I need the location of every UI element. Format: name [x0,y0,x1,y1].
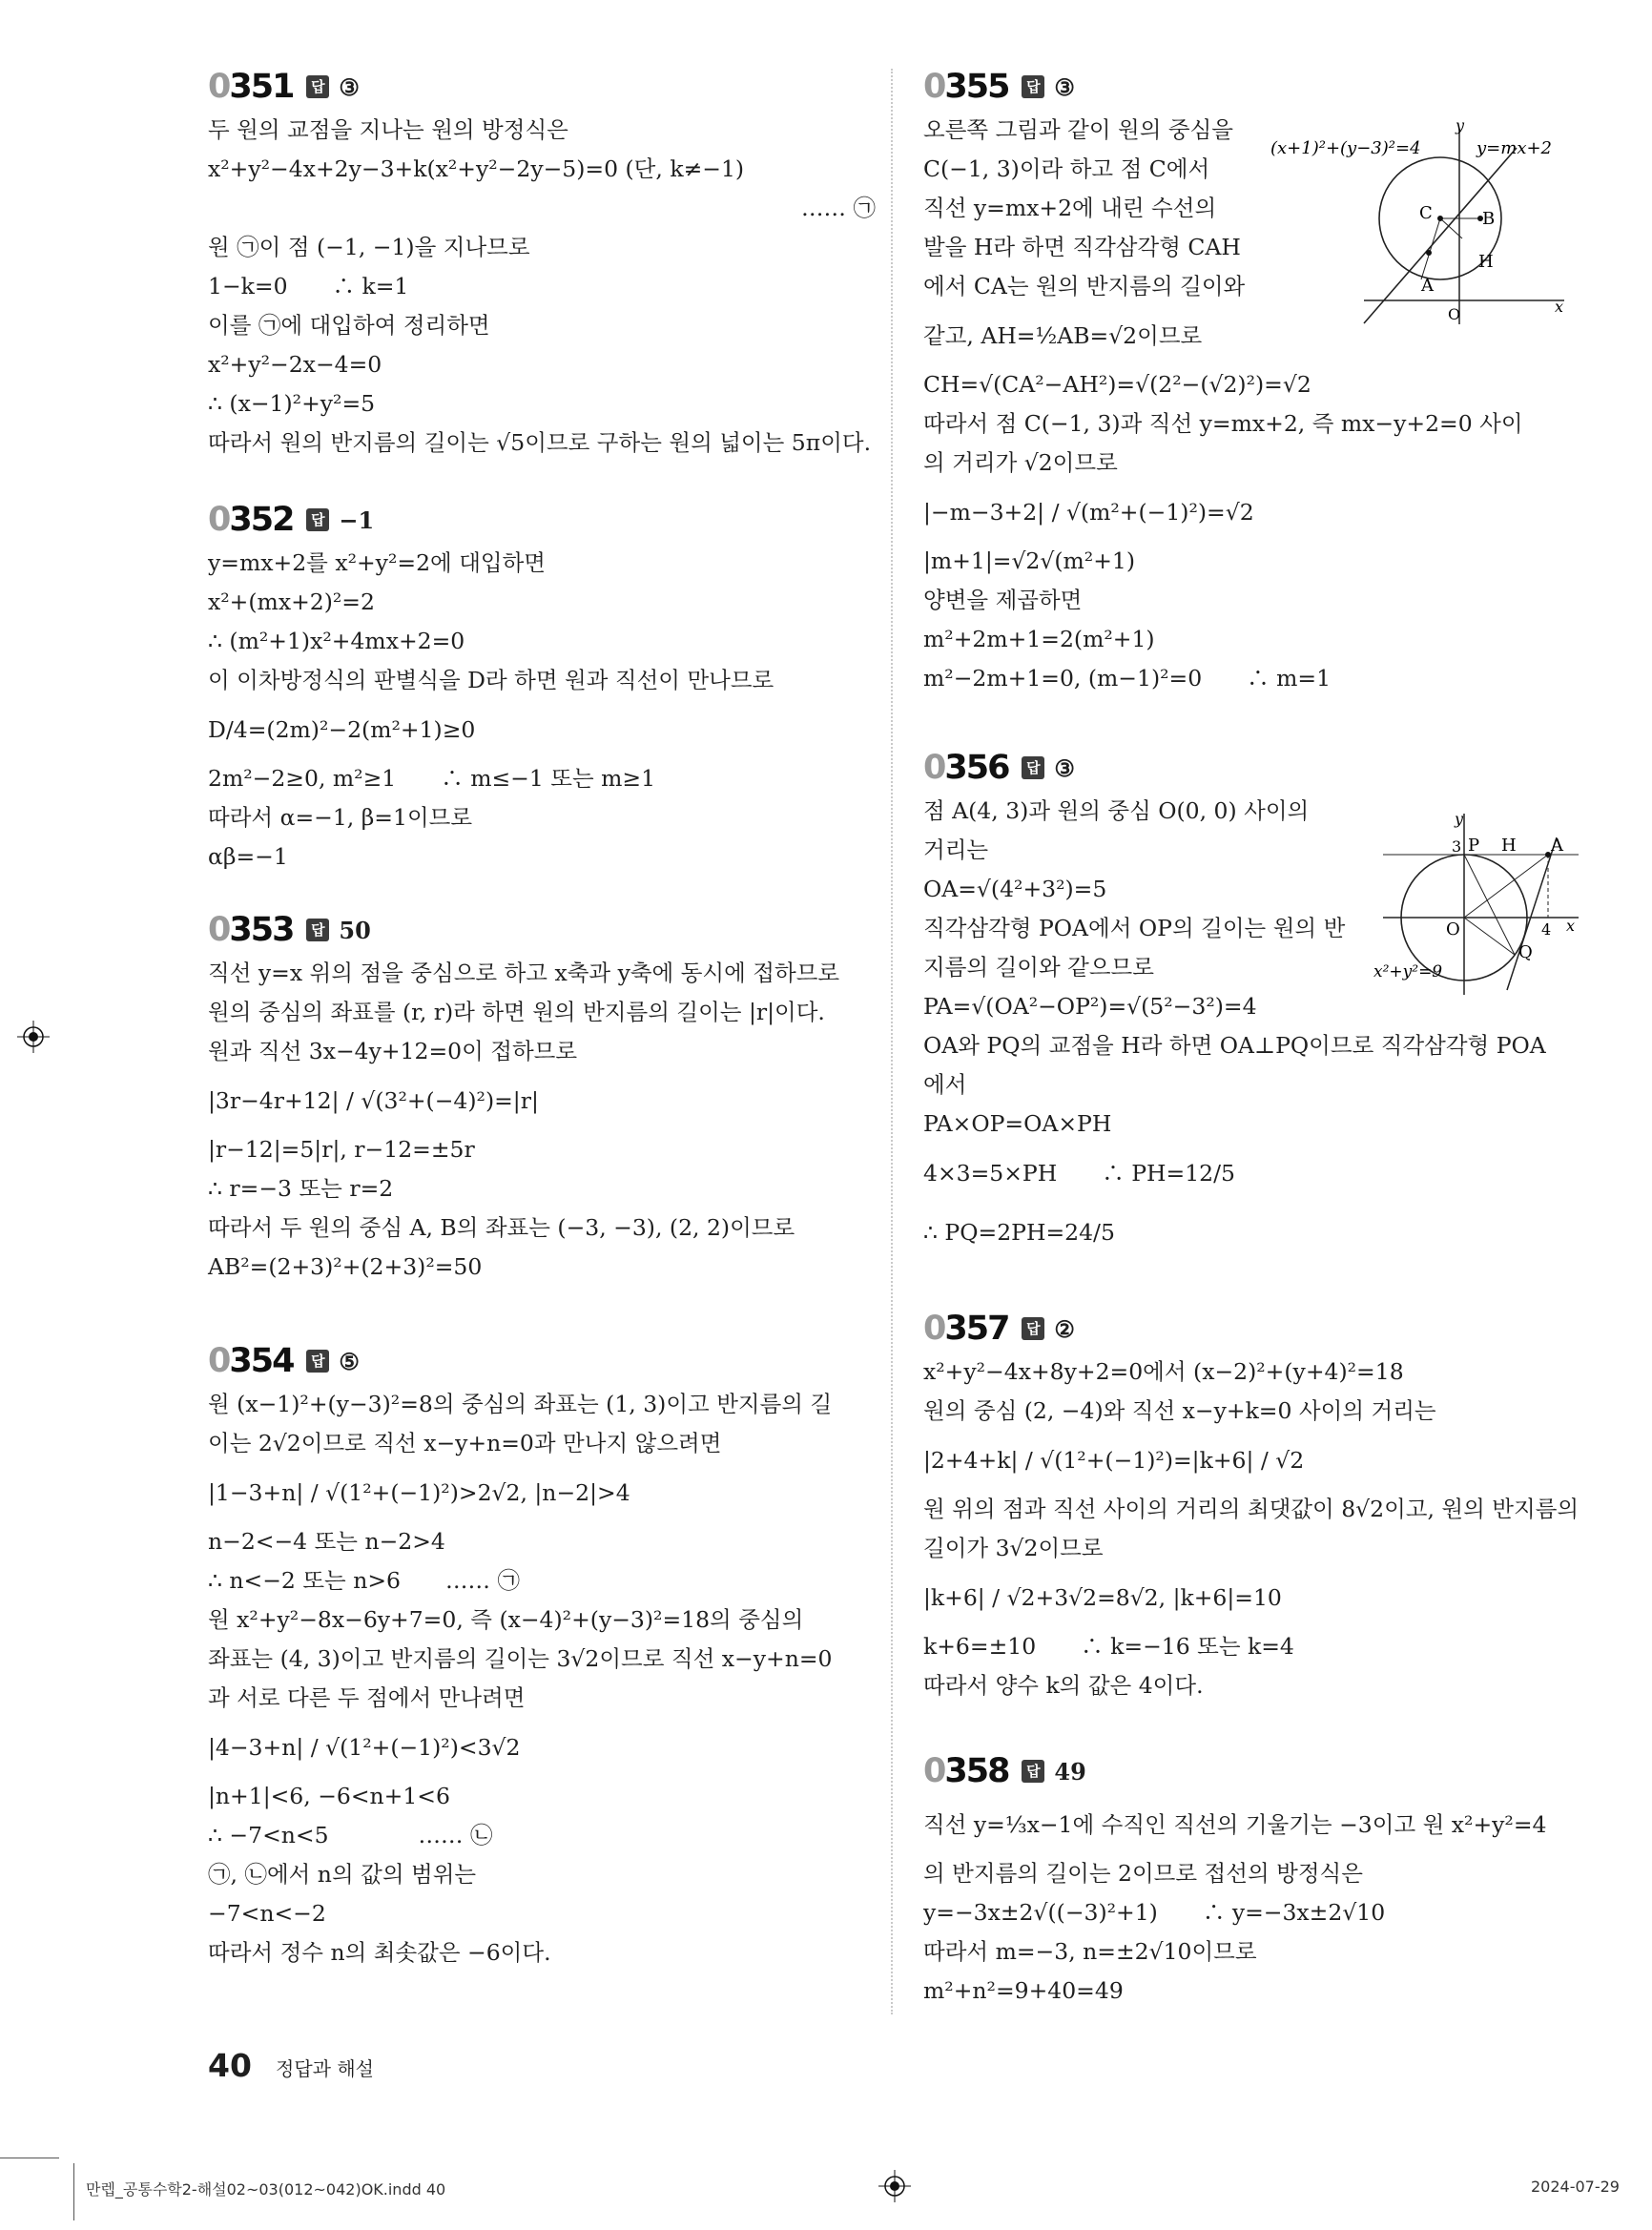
solution-line: 원 x²+y²−8x−6y+7=0, 즉 (x−4)²+(y−3)²=18의 중심의 [208,1606,804,1633]
solution-line: |−m−3+2| / √(m²+(−1)²)=√2 [923,499,1254,526]
solution-line: 원의 중심 (2, −4)와 직선 x−y+k=0 사이의 거리는 [923,1397,1436,1424]
origin-label: O [1448,305,1461,323]
solution-line: m²+n²=9+40=49 [923,1977,1124,2004]
y-axis-label: y [1455,810,1464,828]
crop-mark [73,2163,74,2220]
solution-line: 두 원의 교점을 지나는 원의 방정식은 [208,116,568,143]
label-a: A [1551,836,1563,856]
solution-line: OA와 PQ의 교점을 H라 하면 OA⊥PQ이므로 직각삼각형 POA [923,1032,1546,1059]
segment-ca [1421,218,1440,279]
solution-line: C(−1, 3)이라 하고 점 C에서 [923,155,1210,182]
solution-line: PA×OP=OA×PH [923,1110,1112,1137]
solution-line: 같고, AH=½AB=√2이므로 [923,322,1203,349]
line-equation-label: y=mx+2 [1476,138,1553,158]
y-axis-label: y [1456,119,1465,134]
circle-equation-label: x²+y²=9 [1373,962,1443,981]
solution-line: m²−2m+1=0, (m−1)²=0 ∴ m=1 [923,665,1332,692]
answer-badge: 답 [306,919,329,941]
label-c: C [1419,203,1433,223]
solution-line: |m+1|=√2√(m²+1) [923,547,1136,574]
point-c [1437,216,1443,221]
solution-line: ∴ (m²+1)x²+4mx+2=0 [208,628,465,654]
solution-line: 4×3=5×PH ∴ PH=12/5 [923,1160,1235,1187]
solution-line: |1−3+n| / √(1²+(−1)²)>2√2, |n−2|>4 [208,1479,630,1506]
solution-line: 원 위의 점과 직선 사이의 거리의 최댓값이 8√2이고, 원의 반지름의 [923,1496,1580,1522]
solution-line: AB²=(2+3)²+(2+3)²=50 [208,1253,483,1280]
solution-line: 따라서 점 C(−1, 3)과 직선 y=mx+2, 즉 mx−y+2=0 사이 [923,410,1523,437]
slug-filename: 만렙_공통수학2-해설02~03(012~042)OK.indd 40 [86,2180,446,2199]
solution-line: k+6=±10 ∴ k=−16 또는 k=4 [923,1633,1294,1660]
solution-line: 따라서 양수 k의 값은 4이다. [923,1672,1204,1699]
solution-line: CH=√(CA²−AH²)=√(2²−(√2)²)=√2 [923,371,1311,398]
solution-line: |r−12|=5|r|, r−12=±5r [208,1136,475,1163]
answer-value: ③ [1054,754,1075,782]
solution-line: ∴ n<−2 또는 n>6 …… ㉠ [208,1567,520,1594]
answer-value: −1 [339,506,375,534]
problem-0353 [208,906,876,1287]
answer-badge: 답 [1022,75,1044,98]
solution-line: 발을 H라 하면 직각삼각형 CAH [923,234,1241,260]
solution-line: x²+y²−4x+2y−3+k(x²+y²−2y−5)=0 (단, k≠−1) [208,155,745,182]
segment-oq [1464,918,1515,955]
problem-number: 0352 [208,501,294,539]
problem-header [923,744,1591,792]
answer-value: ③ [339,72,360,101]
solution-line: ∴ r=−3 또는 r=2 [208,1175,394,1202]
solution-line: PA=√(OA²−OP²)=√(5²−3²)=4 [923,993,1257,1020]
solution-line: 거리는 [923,836,989,863]
solution-line: 따라서 두 원의 중심 A, B의 좌표는 (−3, −3), (2, 2)이므로 [208,1214,795,1241]
label-b: B [1482,209,1496,229]
problem-0352 [208,496,876,877]
solution-line: 에서 [923,1071,967,1098]
solution-line: 원 (x−1)²+(y−3)²=8의 중심의 좌표는 (1, 3)이고 반지름의 길 [208,1391,833,1417]
solution-line: 점 A(4, 3)과 원의 중심 O(0, 0) 사이의 [923,797,1310,824]
solution-line: |2+4+k| / √(1²+(−1)²)=|k+6| / √2 [923,1447,1305,1474]
solution-line: 이 이차방정식의 판별식을 D라 하면 원과 직선이 만나므로 [208,667,774,693]
solution-line: 의 반지름의 길이는 2이므로 접선의 방정식은 [923,1860,1363,1887]
problem-number: 0358 [923,1752,1009,1790]
solution-line: 따라서 m=−3, n=±2√10이므로 [923,1938,1257,1965]
label-q: Q [1518,942,1533,962]
solution-line: 과 서로 다른 두 점에서 만나려면 [208,1684,526,1711]
answer-value: ② [1054,1314,1075,1343]
solution-line: 따라서 원의 반지름의 길이는 √5이므로 구하는 원의 넓이는 5π이다. [208,429,872,456]
label-h: H [1478,252,1494,272]
solution-line: 원 ㉠이 점 (−1, −1)을 지나므로 [208,234,530,260]
solution-line: 지름의 길이와 같으므로 [923,954,1154,981]
solution-line: 에서 CA는 원의 반지름의 길이와 [923,273,1246,299]
label-a: A [1421,276,1434,296]
tangent-aq [1507,837,1557,990]
line-y-mx-2 [1364,148,1517,323]
problem-header [208,906,876,954]
solution-line: −7<n<−2 [208,1900,326,1927]
answer-badge: 답 [306,508,329,531]
problem-header [208,496,876,544]
problem-0354 [208,1337,876,1972]
figure-0356 [1364,809,1593,1000]
solution-line: 양변을 제곱하면 [923,587,1083,613]
solution-line: ∴ (x−1)²+y²=5 [208,390,376,417]
solution-line: y=mx+2를 x²+y²=2에 대입하면 [208,549,546,576]
solution-line: 이는 2√2이므로 직선 x−y+n=0과 만나지 않으려면 [208,1430,722,1456]
solution-line: |k+6| / √2+3√2=8√2, |k+6|=10 [923,1584,1282,1611]
solution-line: αβ=−1 [208,843,288,870]
solution-line: 의 거리가 √2이므로 [923,449,1118,476]
answer-badge: 답 [306,75,329,98]
slug-date: 2024-07-29 [1531,2178,1620,2196]
label-o: O [1446,919,1460,939]
solution-line: ∴ −7<n<5 …… ㉡ [208,1822,493,1848]
solution-line: y=−3x±2√((−3)²+1) ∴ y=−3x±2√10 [923,1899,1386,1926]
solution-line: 오른쪽 그림과 같이 원의 중심을 [923,116,1233,143]
solution-line: D/4=(2m)²−2(m²+1)≥0 [208,716,476,743]
registration-mark-icon [878,2170,911,2202]
solution-line: 따라서 α=−1, β=1이므로 [208,804,473,831]
solution-line: 좌표는 (4, 3)이고 반지름의 길이는 3√2이므로 직선 x−y+n=0 [208,1645,833,1672]
solution-line: |n+1|<6, −6<n+1<6 [208,1783,450,1809]
segment-oa [1464,855,1548,918]
problem-number: 0357 [923,1310,1009,1348]
solution-line: 직각삼각형 POA에서 OP의 길이는 원의 반 [923,915,1346,941]
problem-number: 0355 [923,68,1009,106]
problem-header [923,1747,1591,1795]
answer-badge: 답 [1022,1760,1044,1783]
answer-badge: 답 [1022,1317,1044,1340]
chord-pq [1464,855,1515,955]
solution-line: m²+2m+1=2(m²+1) [923,626,1155,652]
x-axis-label: x [1555,298,1564,316]
solution-line: 직선 y=mx+2에 내린 수선의 [923,195,1217,221]
solution-line: x²+y²−2x−4=0 [208,351,382,378]
figure-0355 [1269,119,1593,324]
label-p: P [1468,836,1480,856]
point-a [1426,250,1432,256]
problem-header [923,63,1591,111]
solution-line: ㉠, ㉡에서 n의 값의 범위는 [208,1861,477,1888]
label-3: 3 [1452,837,1462,856]
circle-equation-label: (x+1)²+(y−3)²=4 [1270,138,1421,158]
solution-line: x²+y²−4x+8y+2=0에서 (x−2)²+(y+4)²=18 [923,1358,1404,1385]
problem-number: 0356 [923,749,1009,787]
registration-mark-icon [17,1021,50,1053]
problem-header [923,1305,1591,1352]
solution-line: …… ㉠ [801,195,876,221]
answer-value: ③ [1054,72,1075,101]
solution-line: 길이가 3√2이므로 [923,1535,1104,1561]
page-number: 40 [208,2047,252,2084]
footer-label: 정답과 해설 [276,2057,374,2080]
answer-badge: 답 [1022,756,1044,779]
answer-value: 50 [339,916,371,944]
answer-value: ⑤ [339,1347,360,1375]
label-4: 4 [1541,920,1552,939]
x-axis-label: x [1566,917,1576,935]
problem-header [208,63,876,111]
problem-number: 0354 [208,1342,294,1380]
column-divider [891,69,893,2014]
solution-line: ∴ PQ=2PH=24/5 [923,1219,1115,1246]
solution-line: OA=√(4²+3²)=5 [923,876,1107,902]
problem-0351 [208,63,876,463]
solution-line: |4−3+n| / √(1²+(−1)²)<3√2 [208,1734,521,1761]
solution-line: 이를 ㉠에 대입하여 정리하면 [208,312,490,339]
problem-number: 0353 [208,911,294,949]
solution-line: 원의 중심의 좌표를 (r, r)라 하면 원의 반지름의 길이는 |r|이다. [208,999,825,1025]
solution-line: 2m²−2≥0, m²≥1 ∴ m≤−1 또는 m≥1 [208,765,656,792]
label-h: H [1501,836,1517,856]
solution-line: 따라서 정수 n의 최솟값은 −6이다. [208,1939,551,1966]
problem-number: 0351 [208,68,294,106]
solution-line: x²+(mx+2)²=2 [208,588,375,615]
solution-line: n−2<−4 또는 n−2>4 [208,1528,445,1555]
answer-badge: 답 [306,1350,329,1373]
problem-header [208,1337,876,1385]
problem-0358 [923,1747,1591,2011]
solution-line: 1−k=0 ∴ k=1 [208,273,409,299]
solution-line: |3r−4r+12| / √(3²+(−4)²)=|r| [208,1087,539,1114]
answer-value: 49 [1054,1757,1086,1786]
solution-line: 원과 직선 3x−4y+12=0이 접하므로 [208,1038,578,1064]
solution-line: 직선 y=⅓x−1에 수직인 직선의 기울기는 −3이고 원 x²+y²=4 [923,1811,1547,1838]
problem-0357 [923,1305,1591,1705]
solution-line: 직선 y=x 위의 점을 중심으로 하고 x축과 y축에 동시에 접하므로 [208,960,840,986]
